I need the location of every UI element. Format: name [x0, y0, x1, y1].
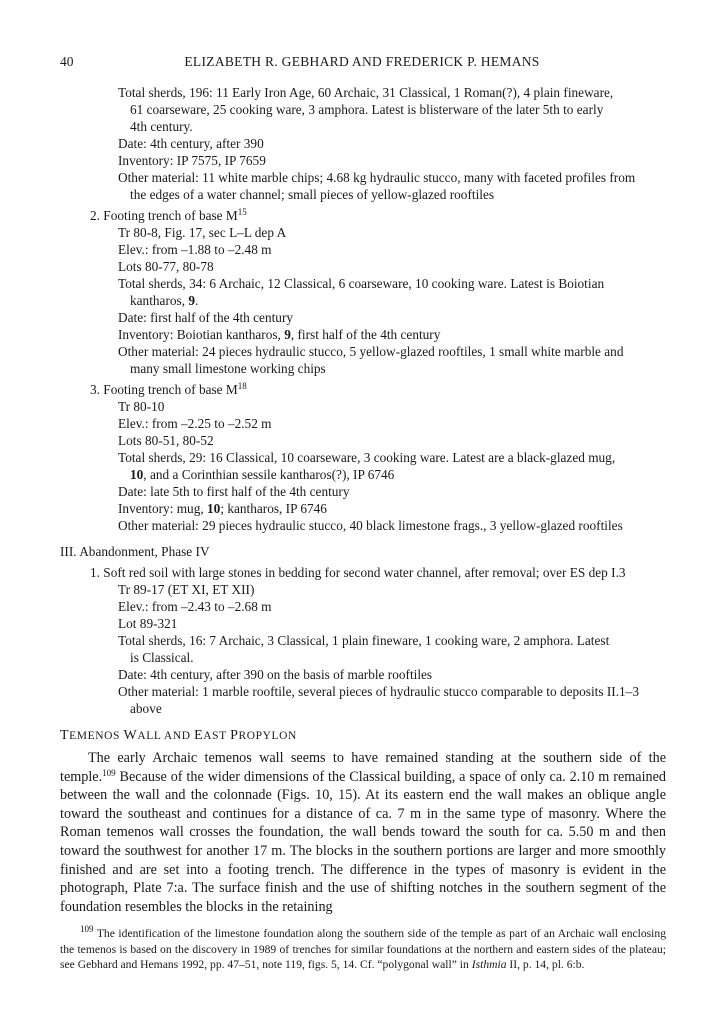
lots-line: Lots 80-51, 80-52	[118, 433, 214, 448]
footnote-number: 109	[80, 924, 94, 935]
inventory-text: ; kantharos, IP 6746	[220, 501, 327, 516]
item-title	[60, 207, 666, 224]
subheading-initial: W	[123, 728, 138, 743]
page-header	[60, 54, 664, 74]
trench-line: Tr 80-10	[118, 399, 165, 414]
elevation-line: Elev.: from –2.25 to –2.52 m	[118, 416, 272, 431]
paragraph-part: Because of the wider dimensions of the Classical building, a space of only ca. 2.10 m remained between the wall and the colonnade (Figs. 10, 15). At its eastern end the wall makes an oblique angle toward the southeast and continues for a distance of ca. 7 m in the same type of masonry. Where the Roman temenos wall crosses the foundation, the wall bends toward the south for ca. 5.50 m and then toward the southwest for another 17 m. The blocks in the southern portions are larger and more smoothly finished and are set into a footing trench. The difference in the types of masonry is evident in the photograph, Plate 7:a. The surface finish and the use of shifting notches in the southern segment of the foundation resembles the blocks in the retaining	[60, 768, 666, 915]
sherds-line: Total sherds, 34: 6 Archaic, 12 Classical, 6 coarseware, 10 cooking ware. Latest is Boiotian	[118, 276, 605, 291]
other-material-line: Other material: 29 pieces hydraulic stucco, 40 black limestone frags., 3 yellow-glazed rooftiles	[118, 518, 623, 533]
date-line: Date: 4th century, after 390	[118, 136, 264, 151]
date-line: Date: first half of the 4th century	[118, 310, 294, 325]
lot-line: Lot 89-321	[118, 616, 178, 631]
page-content	[60, 84, 666, 973]
subheading-initial: T	[60, 728, 70, 743]
sherds-line	[60, 292, 666, 309]
trench-line: Tr 89-17 (ET XI, ET XII)	[118, 582, 255, 597]
other-material-line: Other material: 1 marble rooftile, several pieces of hydraulic stucco comparable to deposits II.1–3	[118, 684, 639, 699]
other-material-line: above	[130, 701, 162, 716]
sherds-line: 61 coarseware, 25 cooking ware, 3 amphora. Latest is blisterware of the later 5th to early	[130, 102, 604, 117]
date-line: Date: late 5th to first half of the 4th century	[118, 484, 350, 499]
subheading-text: ROPYLON	[238, 730, 297, 742]
subheading-text: EMENOS	[69, 730, 124, 742]
footnote-title: Isthmia	[471, 958, 507, 972]
sherds-line: 4th century.	[130, 119, 193, 134]
page-number: 40	[60, 54, 74, 69]
other-material-line: Other material: 11 white marble chips; 4.68 kg hydraulic stucco, many with faceted profiles from	[118, 170, 636, 185]
catalog-number: 10	[130, 467, 144, 482]
item-title	[60, 381, 666, 398]
sherds-line: Total sherds, 29: 16 Classical, 10 coarseware, 3 cooking ware. Latest are a black-glazed mug,	[118, 450, 616, 465]
lots-line: Lots 80-77, 80-78	[118, 259, 214, 274]
footnote-body: The identification of the limestone foundation along the southern side of the temple as part of an Archaic wall enclosing the temenos is based on the discovery in 1989 of trenches for similar foundations at the northern and eastern sides of the plateau; see Gebhard and Hemans 1992, pp. 47–51, note 119, figs. 5, 14. Cf. “polygonal wall” in	[60, 927, 666, 972]
inventory-line	[60, 500, 666, 517]
other-material-line: the edges of a water channel; small pieces of yellow-glazed rooftiles	[130, 187, 495, 202]
subheading-initial: P	[230, 728, 239, 743]
footnote-text	[60, 926, 666, 972]
deposit-item-3	[60, 381, 666, 534]
catalog-number: 10	[207, 501, 221, 516]
trench-line: Tr 80-8, Fig. 17, sec L–L dep A	[118, 225, 287, 240]
catalog-number: 9	[188, 293, 195, 308]
elevation-line: Elev.: from –2.43 to –2.68 m	[118, 599, 272, 614]
inventory-line	[60, 326, 666, 343]
sherds-line	[60, 466, 666, 483]
footnote	[60, 926, 666, 972]
item-title-text: 2. Footing trench of base M	[90, 208, 238, 223]
section-abandonment	[60, 543, 666, 717]
subheading-text: ALL AND	[137, 730, 195, 742]
footnote-body: II, p. 14, pl. 6:b.	[506, 958, 585, 972]
sherds-text: kantharos,	[130, 293, 189, 308]
paragraph-text	[60, 749, 666, 916]
other-material-line: many small limestone working chips	[130, 361, 326, 376]
section-heading: III. Abandonment, Phase IV	[60, 544, 210, 559]
sherds-line: Total sherds, 196: 11 Early Iron Age, 60 Archaic, 31 Classical, 1 Roman(?), 4 plain fineware,	[118, 85, 614, 100]
date-line: Date: 4th century, after 390 on the basis of marble rooftiles	[118, 667, 433, 682]
item-title-text: 3. Footing trench of base M	[90, 382, 238, 397]
inventory-text: Inventory: Boiotian kantharos,	[118, 327, 285, 342]
body-paragraph	[60, 749, 666, 916]
deposit-block-1	[60, 84, 666, 203]
deposit-item-2	[60, 207, 666, 377]
sherds-text: , and a Corinthian sessile kantharos(?), IP 6746	[143, 467, 395, 482]
elevation-line: Elev.: from –1.88 to –2.48 m	[118, 242, 272, 257]
base-superscript: 15	[237, 207, 247, 217]
inventory-text: , first half of the 4th century	[290, 327, 441, 342]
footnote-reference: 109	[102, 767, 116, 778]
subheading-text: AST	[203, 730, 231, 742]
sherds-line: Total sherds, 16: 7 Archaic, 3 Classical, 1 plain fineware, 1 cooking ware, 2 amphora. Latest	[118, 633, 610, 648]
inventory-line: Inventory: IP 7575, IP 7659	[118, 153, 266, 168]
other-material-line: Other material: 24 pieces hydraulic stucco, 5 yellow-glazed rooftiles, 1 small white marble and	[118, 344, 624, 359]
base-superscript: 18	[237, 381, 247, 391]
running-head: ELIZABETH R. GEBHARD AND FREDERICK P. HEMANS	[184, 54, 540, 69]
inventory-text: Inventory: mug,	[118, 501, 208, 516]
paragraph-part: The early Archaic temenos wall seems to have remained standing at the southern side of the temple.	[60, 750, 666, 785]
sherds-line: is Classical.	[130, 650, 194, 665]
item-title: 1. Soft red soil with large stones in bedding for second water channel, after removal; over ES dep I.3	[90, 565, 626, 580]
subheading-initial: E	[194, 728, 204, 743]
section-subheading	[60, 727, 666, 745]
catalog-number: 9	[284, 327, 291, 342]
sherds-text: .	[195, 293, 199, 308]
